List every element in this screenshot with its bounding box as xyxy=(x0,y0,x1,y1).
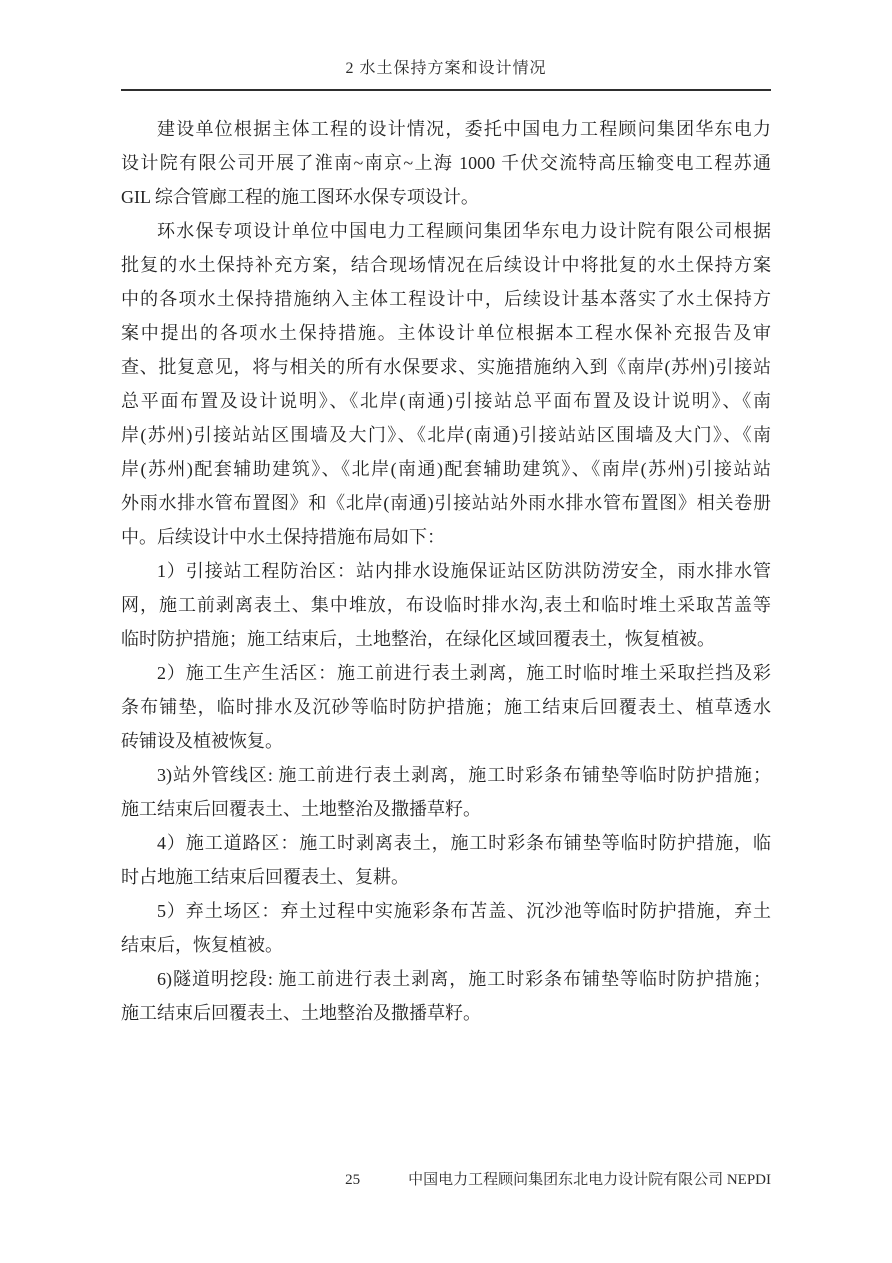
document-body xyxy=(121,112,771,1030)
list-item-1-station-zone xyxy=(121,554,771,656)
text-line: 5）弃土场区：弃土过程中实施彩条布苫盖、沉沙池等临时防护措施，弃土 xyxy=(157,901,771,921)
list-item-6-tunnel-section xyxy=(121,962,771,1030)
header-divider xyxy=(121,89,771,91)
list-item-2-construction-living-zone xyxy=(121,656,771,758)
list-item-5-spoil-zone xyxy=(121,894,771,962)
text-line: 施工结束后回覆表土、土地整治及撒播草籽。 xyxy=(121,799,481,819)
text-line: 岸(苏州)配套辅助建筑》、《北岸(南通)配套辅助建筑》、《南岸(苏州)引接站站 xyxy=(121,459,771,479)
text-line: 网，施工前剥离表土、集中堆放，布设临时排水沟,表土和临时堆土采取苫盖等 xyxy=(121,595,771,615)
text-line: 施工结束后回覆表土、土地整治及撒播草籽。 xyxy=(121,1003,481,1023)
list-item-4-road-zone xyxy=(121,826,771,894)
text-line: 时占地施工结束后回覆表土、复耕。 xyxy=(121,867,409,887)
text-line: 外雨水排水管布置图》和《北岸(南通)引接站站外雨水排水管布置图》相关卷册 xyxy=(121,493,771,513)
text-line: 中的各项水土保持措施纳入主体工程设计中，后续设计基本落实了水土保持方 xyxy=(121,289,771,309)
publisher-name: 中国电力工程顾问集团东北电力设计院有限公司 NEPDI xyxy=(408,1172,771,1188)
page-footer xyxy=(121,1168,771,1189)
text-line: 案中提出的各项水土保持措施。主体设计单位根据本工程水保补充报告及审 xyxy=(121,323,771,343)
paragraph-design-unit xyxy=(121,214,771,554)
page-header xyxy=(121,0,771,91)
text-line: 中。后续设计中水土保持措施布局如下： xyxy=(121,527,445,547)
text-line: 6)隧道明挖段: 施工前进行表土剥离，施工时彩条布铺垫等临时防护措施； xyxy=(157,969,771,989)
text-line: 岸(苏州)引接站站区围墙及大门》、《北岸(南通)引接站站区围墙及大门》、《南 xyxy=(121,425,771,445)
page-number: 25 xyxy=(345,1172,361,1188)
section-title: 2 水土保持方案和设计情况 xyxy=(345,60,547,77)
text-line: 环水保专项设计单位中国电力工程顾问集团华东电力设计院有限公司根据 xyxy=(157,221,771,241)
text-line: 结束后，恢复植被。 xyxy=(121,935,283,955)
text-line: 砖铺设及植被恢复。 xyxy=(121,731,283,751)
text-line: 1）引接站工程防治区：站内排水设施保证站区防洪防涝安全，雨水排水管 xyxy=(157,561,771,581)
text-line: 总平面布置及设计说明》、《北岸(南通)引接站总平面布置及设计说明》、《南 xyxy=(121,391,771,411)
text-line: 查、批复意见，将与相关的所有水保要求、实施措施纳入到《南岸(苏州)引接站 xyxy=(121,357,771,377)
list-item-3-pipeline-zone xyxy=(121,758,771,826)
paragraph-intro xyxy=(121,112,771,214)
text-line: 临时防护措施；施工结束后，土地整治，在绿化区域回覆表土，恢复植被。 xyxy=(121,629,715,649)
text-line: 4）施工道路区：施工时剥离表土，施工时彩条布铺垫等临时防护措施，临 xyxy=(157,833,771,853)
text-line: 3)站外管线区: 施工前进行表土剥离，施工时彩条布铺垫等临时防护措施； xyxy=(157,765,771,785)
text-line: GIL 综合管廊工程的施工图环水保专项设计。 xyxy=(121,187,479,207)
text-line: 条布铺垫，临时排水及沉砂等临时防护措施；施工结束后回覆表土、植草透水 xyxy=(121,697,771,717)
text-line: 2）施工生产生活区：施工前进行表土剥离，施工时临时堆土采取拦挡及彩 xyxy=(157,663,771,683)
text-line: 设计院有限公司开展了淮南~南京~上海 1000 千伏交流特高压输变电工程苏通 xyxy=(121,153,771,173)
text-line: 批复的水土保持补充方案，结合现场情况在后续设计中将批复的水土保持方案 xyxy=(121,255,771,275)
text-line: 建设单位根据主体工程的设计情况，委托中国电力工程顾问集团华东电力 xyxy=(157,119,771,139)
